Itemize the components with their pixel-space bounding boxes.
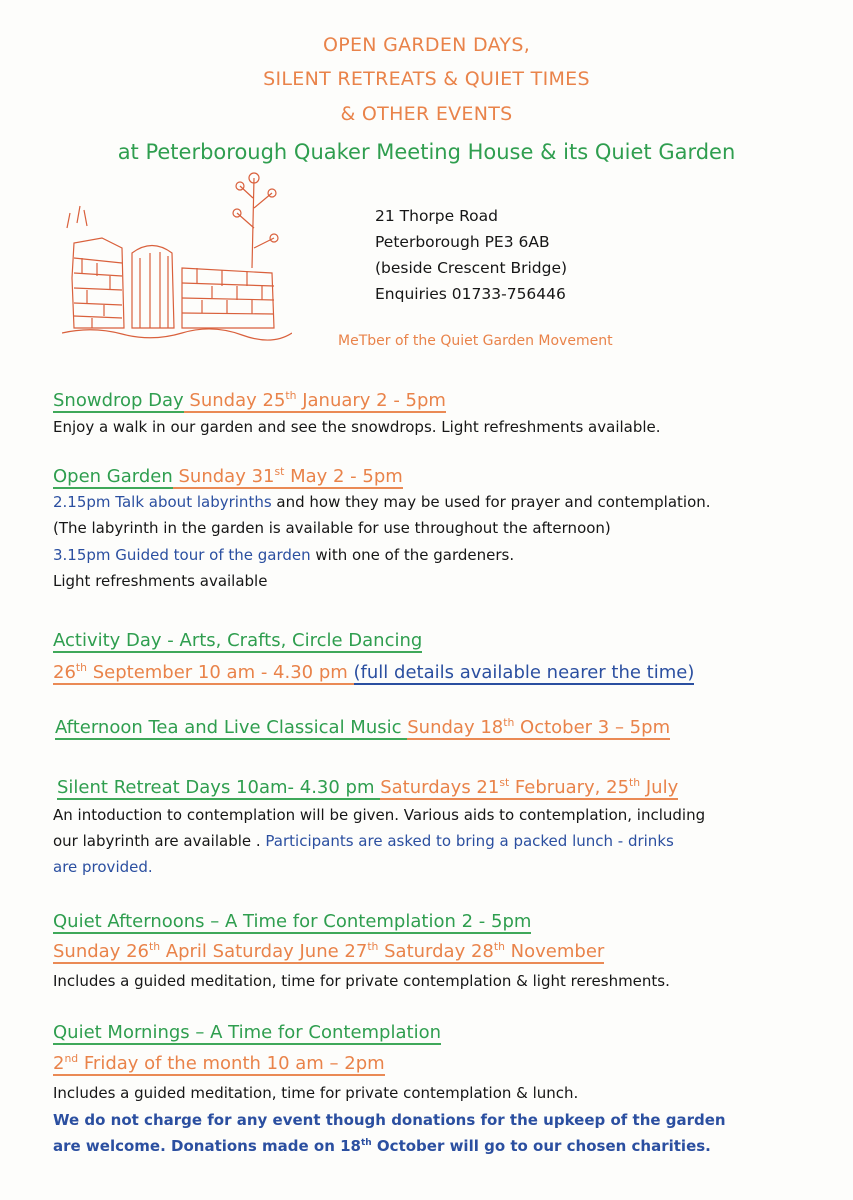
quiet-afternoons-desc: Includes a guided meditation, time for private contemplation & light rereshments. [53, 972, 670, 990]
quiet-afternoons-dates: Sunday 26th April Saturday June 27th Saturday 28th November [53, 940, 605, 962]
silent-desc-3: are provided. [53, 858, 153, 876]
open-garden-talk: 2.15pm Talk about labyrinths and how they may be used for prayer and contemplation. [53, 493, 711, 511]
garden-wall-sketch-image [62, 168, 292, 348]
quiet-mornings-when: 2nd Friday of the month 10 am – 2pm [53, 1052, 385, 1074]
silent-title: Silent Retreat Days 10am- 4.30 pm [57, 777, 381, 798]
snowdrop-when: Sunday 25th January 2 - 5pm [183, 389, 446, 411]
address-city: Peterborough PE3 6AB [375, 233, 550, 251]
activity-title: Activity Day - Arts, Crafts, Circle Dancing [53, 630, 423, 651]
header-line-3: & OTHER EVENTS [340, 103, 513, 125]
header-line-2: SILENT RETREATS & QUIET TIMES [263, 68, 590, 90]
address-note: (beside Crescent Bridge) [375, 259, 568, 277]
footer-line-1: We do not charge for any event though donations for the upkeep of the garden [53, 1111, 726, 1129]
snowdrop-title: Snowdrop Day [53, 390, 184, 411]
snowdrop-heading [53, 390, 446, 411]
header-line-1: OPEN GARDEN DAYS, [322, 34, 531, 56]
membership-note: MeTber of the Quiet Garden Movement [338, 333, 613, 349]
open-garden-refreshments: Light refreshments available [53, 572, 268, 590]
tea-title: Afternoon Tea and Live Classical Music [55, 717, 408, 738]
address-enquiries: Enquiries 01733-756446 [375, 285, 566, 303]
silent-when: Saturdays 21st February, 25th July [380, 776, 679, 798]
snowdrop-desc: Enjoy a walk in our garden and see the snowdrops. Light refreshments available. [53, 418, 661, 436]
open-garden-heading [53, 466, 403, 487]
address-street: 21 Thorpe Road [375, 207, 498, 225]
silent-desc-1: An intoduction to contemplation will be given. Various aids to contemplation, including [53, 806, 706, 824]
open-garden-labyrinth-note: (The labyrinth in the garden is available for use throughout the afternoon) [53, 519, 611, 537]
activity-when: 26th September 10 am - 4.30 pm (full details available nearer the time) [53, 661, 695, 683]
quiet-mornings-desc: Includes a guided meditation, time for private contemplation & lunch. [53, 1084, 579, 1102]
open-garden-when: Sunday 31st May 2 - 5pm [172, 465, 403, 487]
quiet-afternoons-title: Quiet Afternoons – A Time for Contemplation 2 - 5pm [53, 911, 532, 932]
silent-heading [57, 777, 678, 798]
open-garden-tour: 3.15pm Guided tour of the garden with one of the gardeners. [53, 546, 515, 564]
activity-details: (full details available nearer the time) [353, 662, 695, 683]
silent-desc-2: our labyrinth are available . Participants are asked to bring a packed lunch - drinks [53, 832, 674, 850]
footer-line-2: are welcome. Donations made on 18th October will go to our chosen charities. [53, 1137, 711, 1155]
quiet-mornings-title: Quiet Mornings – A Time for Contemplation [53, 1022, 441, 1043]
header-subtitle: at Peterborough Quaker Meeting House & its Quiet Garden [117, 140, 736, 164]
open-garden-title: Open Garden [53, 466, 173, 487]
tea-heading [55, 717, 670, 738]
tea-when: Sunday 18th October 3 – 5pm [407, 716, 671, 738]
